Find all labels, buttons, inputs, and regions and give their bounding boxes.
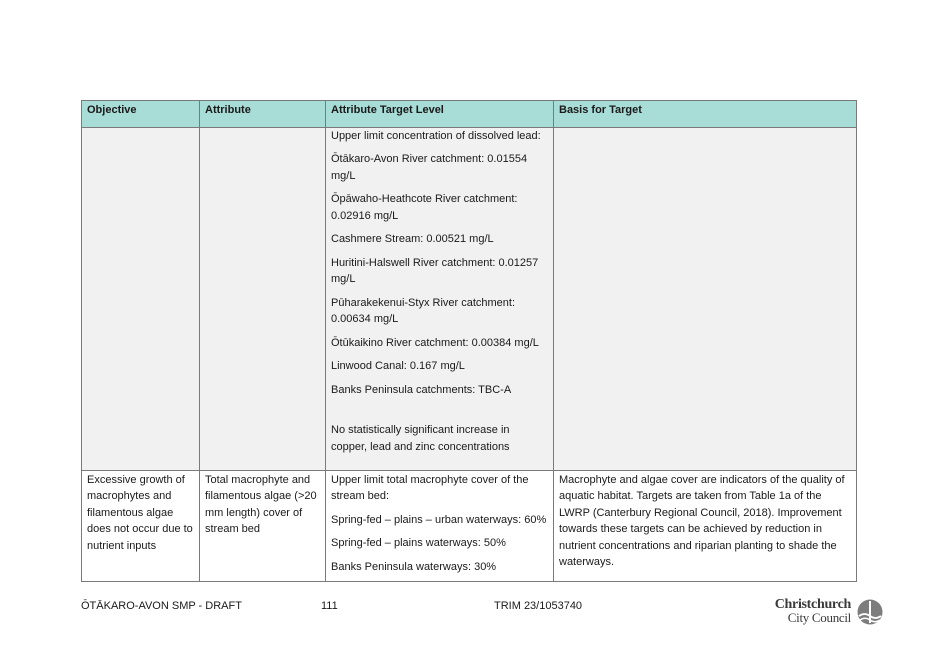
footer-page-number: 111 bbox=[321, 600, 338, 612]
target-paragraph: Ōtākaro-Avon River catchment: 0.01554 mg/L bbox=[331, 153, 528, 182]
target-paragraph: Spring-fed – plains – urban waterways: 60% bbox=[331, 513, 547, 526]
header-basis-for-target: Basis for Target bbox=[554, 101, 857, 128]
header-attribute-target-level: Attribute Target Level bbox=[326, 101, 554, 128]
table-row bbox=[82, 470, 857, 581]
header-attribute: Attribute bbox=[200, 101, 326, 128]
target-paragraph: Huritini-Halswell River catchment: 0.01257 mg/L bbox=[331, 256, 539, 285]
target-paragraph: Spring-fed – plains waterways: 50% bbox=[331, 537, 506, 549]
table-row bbox=[82, 127, 857, 470]
council-emblem-icon bbox=[856, 599, 884, 625]
target-paragraph: Upper limit total macrophyte cover of the stream bed: bbox=[331, 473, 529, 502]
cell-objective bbox=[82, 127, 200, 470]
target-paragraph: Linwood Canal: 0.167 mg/L bbox=[331, 360, 465, 372]
cell-target-level bbox=[326, 470, 554, 581]
logo-line-1: Christchurch bbox=[774, 597, 851, 612]
target-paragraph: Ōpāwaho-Heathcote River catchment: 0.02916 mg/L bbox=[331, 193, 518, 222]
logo-line-2: City Council bbox=[787, 610, 851, 625]
cell-target-level bbox=[326, 127, 554, 470]
cell-basis bbox=[554, 127, 857, 470]
cell-objective: Excessive growth of macrophytes and filamentous algae does not occur due to nutrient inputs bbox=[82, 470, 200, 581]
table-header-row bbox=[82, 101, 857, 128]
footer-document-title: ŌTĀKARO-AVON SMP - DRAFT bbox=[81, 600, 242, 612]
footer-trim-reference: TRIM 23/1053740 bbox=[494, 600, 583, 612]
target-paragraph: Banks Peninsula waterways: 30% bbox=[331, 560, 497, 573]
cell-attribute bbox=[200, 127, 326, 470]
water-quality-targets-table bbox=[81, 100, 857, 582]
header-objective: Objective bbox=[82, 101, 200, 128]
target-paragraph: Upper limit concentration of dissolved lead: bbox=[331, 129, 541, 142]
target-paragraph: No statistically significant increase in copper, lead and zinc concentrations bbox=[331, 424, 510, 453]
cell-attribute: Total macrophyte and filamentous algae (>20 mm length) cover of stream bed bbox=[200, 470, 326, 581]
council-logo bbox=[768, 597, 884, 627]
target-paragraph: Pūharakekenui-Styx River catchment: 0.00634 mg/L bbox=[331, 296, 516, 325]
target-paragraph: Banks Peninsula catchments: TBC-A bbox=[331, 383, 512, 396]
page-footer bbox=[81, 600, 881, 630]
target-paragraph: Cashmere Stream: 0.00521 mg/L bbox=[331, 233, 494, 245]
target-paragraph: Ōtūkaikino River catchment: 0.00384 mg/L bbox=[331, 336, 539, 349]
cell-basis: Macrophyte and algae cover are indicators of the quality of aquatic habitat. Targets are taken from Table 1a of the LWRP (Canterbury Regional Council, 2018). Improvement towards these targets can be achieved by reduction in nutrient concentrations and riparian planting to shade the waterways. bbox=[554, 470, 857, 581]
